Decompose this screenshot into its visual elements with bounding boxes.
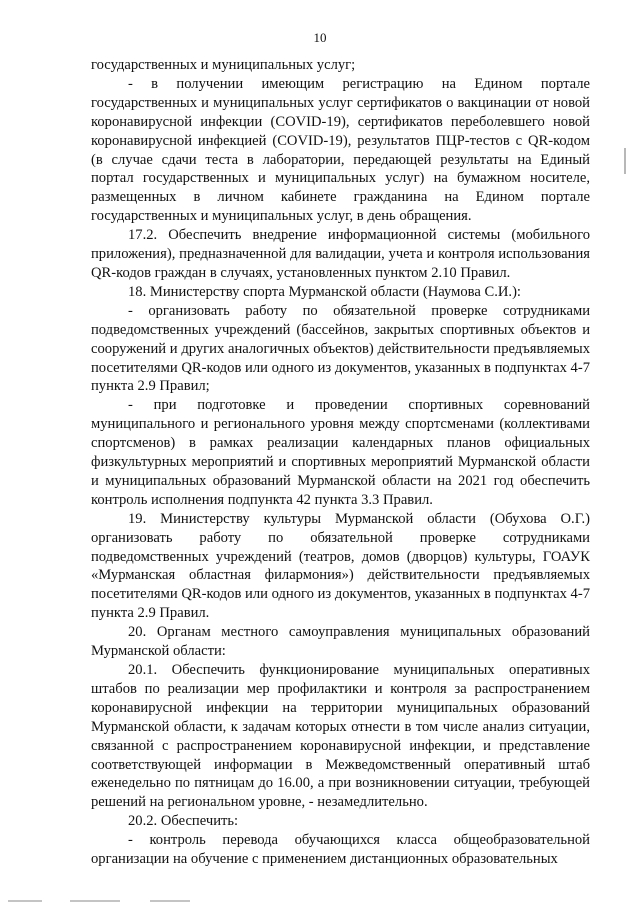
page-number: 10	[313, 30, 327, 45]
paragraph-20-2: 20.2. Обеспечить:	[128, 813, 239, 830]
paragraph-20-2-item-1: - контроль перевода обучающихся класса общеобразовательной организации на обучение с применением дистанционных образовательных	[91, 832, 590, 868]
footer-scan-artifacts	[0, 895, 640, 905]
paragraph-18: 18. Министерству спорта Мурманской области (Наумова С.И.):	[128, 283, 521, 300]
footer-artifact-line	[70, 900, 120, 902]
scan-artifact-mark	[624, 148, 626, 174]
paragraph-20: 20. Органам местного самоуправления муниципальных образований Мурманской области:	[91, 624, 590, 660]
paragraph-epgu-certificates: - в получении имеющим регистрацию на Едином портале государственных и муниципальных услуг сертификатов о вакцинации от новой коронавирусной инфекции (COVID-19), сертификатов переболевшего новой коронавирусной инфекцией (COVID-19), результатов ПЦР-тестов с QR-кодом (в случае сдачи теста в лаборатории, передающей результаты на Единый портал государственных и муниципальных услуг) на бумажном носителе, размещенных в личном кабинете гражданина на Едином портале государственных и муниципальных услуг, в день обращения.	[91, 75, 590, 225]
paragraph-20-1: 20.1. Обеспечить функционирование муниципальных оперативных штабов по реализации мер профилактики и контроля за распространением коронавирусной инфекции на территории муниципальных образований Мурманской области, к задачам которых отнести в том числе анализ ситуации, связанной с распространением коронавирусной инфекции, и представление соответствующей информации в Межведомственный оперативный штаб еженедельно по пятницам до 16.00, а при возникновении ситуации, требующей решений на региональном уровне, - незамедлительно.	[91, 662, 590, 811]
paragraph-continuation: государственных и муниципальных услуг;	[91, 57, 356, 73]
document-body	[91, 56, 590, 869]
paragraph-18-item-1: - организовать работу по обязательной проверке сотрудниками подведомственных учреждений (бассейнов, закрытых спортивных объектов и сооружений и других аналогичных объектов) действительности предъявляемых посетителями QR-кодов или одного из документов, указанных в подпунктах 4-7 пункта 2.9 Правил;	[91, 302, 590, 395]
footer-artifact-line	[150, 900, 190, 902]
paragraph-17-2: 17.2. Обеспечить внедрение информационной системы (мобильного приложения), предназначенной для валидации, учета и контроля использования QR-кодов граждан в случаях, установленных пунктом 2.10 Правил.	[91, 227, 590, 281]
footer-artifact-line	[8, 900, 42, 902]
paragraph-18-item-2: - при подготовке и проведении спортивных соревнований муниципального и регионального уровня между спортсменами (коллективами спортсменов) в рамках реализации календарных планов официальных физкультурных мероприятий и спортивных мероприятий Мурманской области и муниципальных образований Мурманской области на 2021 год обеспечить контроль исполнения подпункта 42 пункта 3.3 Правил.	[91, 397, 590, 508]
paragraph-19: 19. Министерству культуры Мурманской области (Обухова О.Г.) организовать работу по обязательной проверке сотрудниками подведомственных учреждений (театров, домов (дворцов) культуры, ГОАУК «Мурманская областная филармония») действительности предъявляемых посетителями QR-кодов или одного из документов, указанных в подпунктах 4-7 пункта 2.9 Правил.	[91, 510, 590, 622]
